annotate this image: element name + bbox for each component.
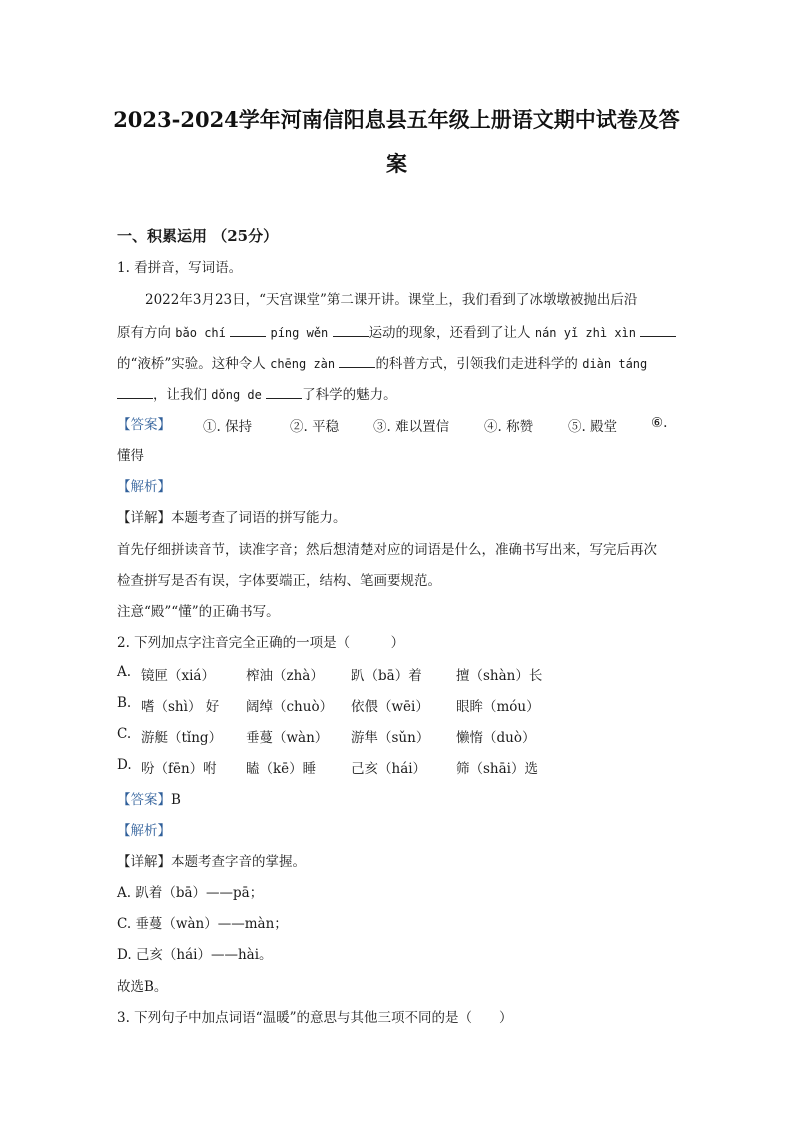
doc-title-line2: 案: [386, 151, 407, 176]
answer-blank[interactable]: [640, 322, 676, 337]
q1-paragraph-line1: 2022年3月23日，“天宫课堂”第二课开讲。课堂上，我们看到了冰墩墩被抛出后沿: [145, 292, 638, 308]
q2-correction-c: C. 垂蔓（wàn）——màn；: [117, 916, 288, 932]
q1-answer-6: ⑥.: [651, 415, 668, 431]
q1-analysis-tag: 【解析】: [117, 479, 171, 495]
answer-blank[interactable]: [117, 384, 153, 399]
q1-paragraph-line4: ，让我们 dǒng de 了科学的魅力。: [117, 384, 397, 405]
q1-paragraph-line3: 的“液桥”实验。这种令人 chēng zàn 的科普方式，引领我们走进科学的 diàn táng: [117, 353, 647, 374]
q1-note: 注意“殿”“懂”的正确书写。: [117, 604, 280, 620]
q1-paragraph-line2: 原有方向 bǎo chí píng wěn 运动的现象，还看到了让人 nán yǐ zhì xìn: [117, 322, 676, 343]
pinyin: diàn táng: [582, 357, 648, 371]
q1-answer-5: ⑤. 殿堂: [568, 419, 618, 435]
answer-blank[interactable]: [230, 322, 266, 337]
q2-detail: 【详解】本题考查字音的掌握。: [117, 854, 306, 870]
pinyin: bǎo chí: [175, 326, 226, 340]
answer-blank[interactable]: [339, 353, 375, 368]
pinyin: dǒng de: [211, 388, 262, 402]
q1-answer-1: ①. 保持: [203, 419, 253, 435]
q1-explain-line1: 首先仔细拼读音节，读准字音；然后想清楚对应的词语是什么，准确书写出来，写完后再次: [117, 542, 657, 558]
q1-detail: 【详解】本题考查了词语的拼写能力。: [117, 510, 347, 526]
q1-answer-2: ②. 平稳: [290, 419, 340, 435]
q1-answer-tag: 【答案】: [117, 417, 171, 433]
pinyin: chēng zàn: [270, 357, 336, 371]
q2-analysis-tag: 【解析】: [117, 823, 171, 839]
q1-answer-4: ④. 称赞: [484, 419, 534, 435]
exam-page: 2023-2024学年河南信阳息县五年级上册语文期中试卷及答 案 一、积累运用 （25分） 1. 看拼音，写词语。 2022年3月23日，“天宫课堂”第二课开讲。课堂上，我们看到了冰墩墩被抛出后沿 原有方向 bǎo chí píng wěn 运动的现象，还看到了让人 nán yǐ zhì xìn 的“液桥”实验。这种令人 chēng zàn 的科普方式，引领我们走进科学的 diàn táng ，让我们 dǒng de 了科学的魅力。 【答案】 ①. 保持 ②. 平稳 ③. 难以置信 ④. 称赞 ⑤. 殿堂 ⑥. 懂得 【解析】 【详解】本题考查了词语的拼写能力。 首先仔细拼读音节，读准字音；然后想清楚对应的词语是什么，准确书写出来，写完后再次 检查拼写是否有误，字体要端正，结构、笔画要规范。 注意“殿”“懂”的正确书写。 2. 下列加点字注音完全正确的一项是（ ） A. 镜匣（xiá） 榨油（zhà） 趴（bā）着 擅（shàn）长 B. 嗜（shì） 好 阔绰（chuò） 依偎（wēi） 眼眸（móu） C. 游艇（tǐng） 垂蔓（wàn） 游隼（sǔn） 懒惰（duò） D. 吩（fēn）咐 瞌（kē）睡 己亥（hái） 筛（shāi）选 【答案】B 【解析】 【详解】本题考查字音的掌握。 A. 趴着（bā）——pā； C. 垂蔓（wàn）——màn； D. 己亥（hái）——hài。 故选B。 3. 下列句子中加点词语“温暖”的意思与其他三项不同的是（ ）: [0, 0, 793, 1122]
q2-correction-d: D. 己亥（hái）——hài。: [117, 947, 273, 963]
q2-answer: 【答案】B: [117, 792, 181, 808]
q1-answer-3: ③. 难以置信: [373, 419, 450, 435]
q2-conclusion: 故选B。: [117, 979, 168, 995]
q2-correction-a: A. 趴着（bā）——pā；: [117, 885, 264, 901]
pinyin: píng wěn: [270, 326, 329, 340]
section-heading: 一、积累运用 （25分）: [117, 227, 279, 245]
q1-prompt: 1. 看拼音，写词语。: [117, 260, 243, 276]
q2-prompt: 2. 下列加点字注音完全正确的一项是（ ）: [117, 635, 405, 651]
q1-answer-wrap: 懂得: [117, 448, 144, 464]
answer-blank[interactable]: [266, 384, 302, 399]
q1-explain-line2: 检查拼写是否有误，字体要端正，结构、笔画要规范。: [117, 573, 441, 589]
pinyin: nán yǐ zhì xìn: [534, 326, 637, 340]
answer-blank[interactable]: [333, 322, 369, 337]
q3-prompt: 3. 下列句子中加点词语“温暖”的意思与其他三项不同的是（ ）: [117, 1010, 513, 1026]
doc-title-line1: 2023-2024学年河南信阳息县五年级上册语文期中试卷及答: [113, 107, 680, 132]
